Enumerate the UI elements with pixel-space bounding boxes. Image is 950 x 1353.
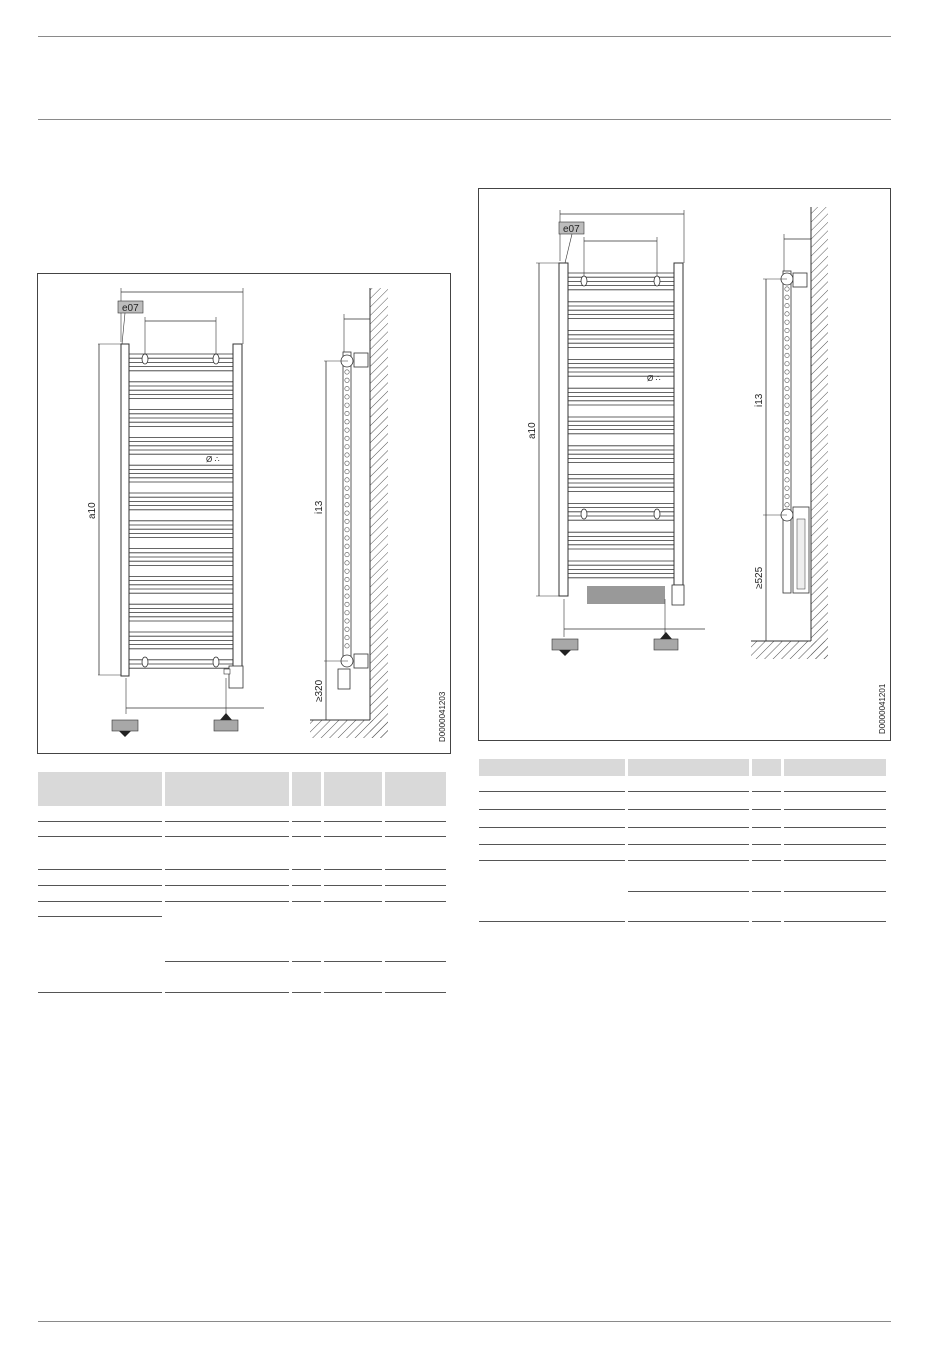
rail-end-dot [345,378,349,382]
rail-end-dot [345,436,349,440]
rail-end-dot [345,386,349,390]
dim-a10-left: a10 [87,502,98,519]
rail-end-dot [345,453,349,457]
table-header-row [38,772,446,806]
rail-end-dot [345,594,349,598]
table-row [38,902,446,917]
rail-end-dot [785,428,789,432]
rail-end-dot [345,602,349,606]
table-row [38,806,446,822]
rail-end-dot [785,420,789,424]
table-row [479,828,886,845]
drawing-right [479,189,890,740]
rail-end-dot [785,503,789,507]
rail-end-dot [345,494,349,498]
thermostat-symbol-left: Ø ∴ [206,455,220,464]
rail-end-dot [345,370,349,374]
rail-end-dot [785,469,789,473]
rail-end-dot [345,552,349,556]
rail-end-dot [345,528,349,532]
rail-end-dot [785,370,789,374]
rail-end-dot [345,445,349,449]
dim-i13-left: i13 [314,500,325,514]
spec-table-right [476,759,889,922]
table-row [38,886,446,902]
rail-end-dot [785,486,789,490]
rail-end-dot [785,395,789,399]
top-rule [38,36,891,37]
table-header-cell [165,772,289,806]
table-header-cell [752,759,781,776]
table-row [479,792,886,810]
rail-end-dot [345,486,349,490]
table-row [38,837,446,870]
rail-end-dot [785,295,789,299]
rail-end-dot [785,320,789,324]
rail-end-dot [785,337,789,341]
rail-end-dot [785,403,789,407]
drawing-code-left: D0000041203 [438,691,447,742]
rail-end-dot [785,411,789,415]
rail-end-dot [345,586,349,590]
header-rule [38,119,891,120]
rail-end-dot [345,611,349,615]
figure-right [478,188,891,741]
rail-end-dot [785,287,789,291]
rail-end-dot [345,644,349,648]
spec-table-left [35,772,449,993]
tag-e07-right-text: e07 [563,224,580,235]
rail-end-dot [785,436,789,440]
rail-end-dot [345,619,349,623]
table-header-cell [479,759,625,776]
tag-e07-left-text: e07 [122,303,139,314]
figure-left [37,273,451,754]
rail-end-dot [785,303,789,307]
rail-end-dot [345,411,349,415]
rail-end-dot [345,561,349,565]
table-header-cell [38,772,162,806]
rail-end-dot [345,478,349,482]
dim-min-floor-right: ≥525 [754,566,765,589]
table-row [479,776,886,792]
rail-end-dot [345,627,349,631]
rail-end-dot [785,328,789,332]
rail-end-dot [345,420,349,424]
rail-end-dot [345,469,349,473]
rail-end-dot [345,635,349,639]
drawing-left [38,274,450,753]
rail-end-dot [785,353,789,357]
table-header-row [479,759,886,776]
thermostat-symbol-right: Ø ∴ [647,374,661,383]
dim-i13-right: i13 [754,393,765,407]
rail-end-dot [785,378,789,382]
table-header-cell [784,759,886,776]
rail-end-dot [785,362,789,366]
footer-rule [38,1321,891,1322]
fan-heater-fins [587,587,665,603]
rail-end-dot [785,345,789,349]
table-row [38,822,446,837]
rail-end-dot [785,461,789,465]
rail-end-dot [785,445,789,449]
table-row [38,870,446,886]
rail-end-dot [345,544,349,548]
rail-end-dot [785,453,789,457]
rail-end-dot [345,519,349,523]
rail-end-dot [345,403,349,407]
rail-end-dot [345,511,349,515]
dim-a10-right: a10 [527,422,538,439]
rail-end-dot [345,461,349,465]
rail-end-dot [345,569,349,573]
drawing-code-right: D0000041201 [878,683,887,734]
rail-end-dot [785,386,789,390]
table-header-cell [628,759,749,776]
table-row [38,962,446,993]
radiator-rails-right [568,273,674,578]
rail-end-dot [345,577,349,581]
table-row [479,861,886,892]
rail-end-dot [345,536,349,540]
table-row [479,845,886,861]
table-row [38,917,446,962]
rail-end-dot [785,312,789,316]
rail-end-dot [345,503,349,507]
rail-end-dot [345,428,349,432]
table-header-cell [385,772,446,806]
dim-min-floor-left: ≥320 [314,679,325,702]
rail-end-dot [345,395,349,399]
table-row [479,892,886,922]
radiator-rails-left [129,354,233,668]
table-header-cell [292,772,321,806]
rail-end-dot [785,478,789,482]
table-row [479,810,886,828]
table-header-cell [324,772,382,806]
rail-end-dot [785,494,789,498]
